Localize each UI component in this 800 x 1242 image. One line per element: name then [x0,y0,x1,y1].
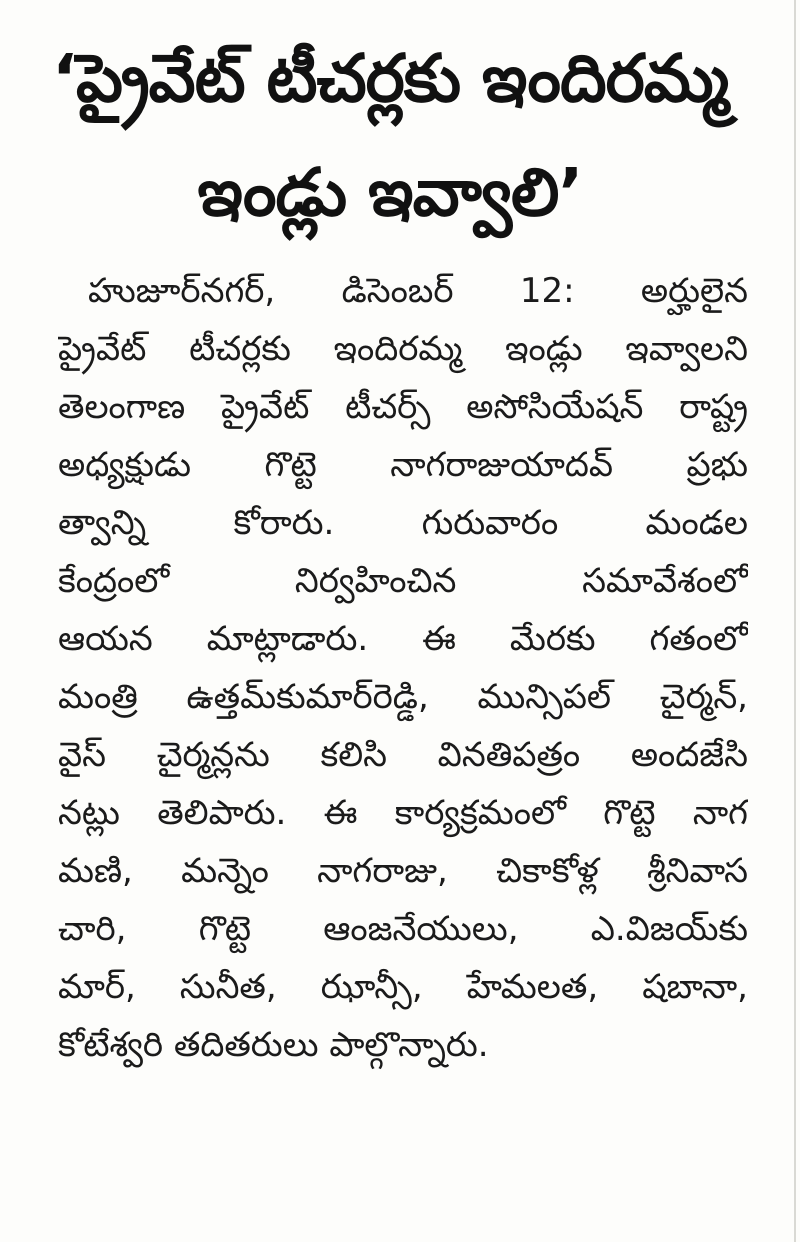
body-line-last: కోటేశ్వరి తదితరులు పాల్గొన్నారు. [58,1025,489,1065]
body-line: అధ్యక్షుడు గొట్టె నాగరాజుయాదవ్ ప్రభు [58,445,748,485]
body-line: చారి, గొట్టె ఆంజనేయులు, ఎ.విజయ్‌కు [58,909,748,949]
body-line: కేంద్రంలో నిర్వహించిన సమావేశంలో [58,561,748,601]
body-line: హుజూర్‌నగర్, డిసెంబర్ 12: అర్హులైన [88,271,748,311]
body-line: వైస్ చైర్మన్లను కలిసి వినతిపత్రం అందజేసి [58,735,748,775]
body-line: మంత్రి ఉత్తమ్‌కుమార్‌రెడ్డి, మున్సిపల్ చైర్మన్, [58,677,748,717]
column-divider [794,0,796,1242]
body-line: నట్లు తెలిపారు. ఈ కార్యక్రమంలో గొట్టె నాగ [58,793,748,833]
headline-line-1: ‘ప్రైవేట్ టీచర్లకు ఇందిరమ్మ [51,40,729,117]
body-line: మార్, సునీత, ఝాన్సీ, హేమలత, షబానా, [58,967,748,1007]
body-line: తెలంగాణ ప్రైవేట్ టీచర్స్ అసోసియేషన్ రాష్ట్ర [58,387,748,427]
body-line: త్వాన్ని కోరారు. గురువారం మండల [58,503,748,543]
headline-line-2: ఇండ్లు ఇవ్వాలి’ [197,154,583,231]
body-line: ఆయన మాట్లాడారు. ఈ మేరకు గతంలో [58,619,748,659]
article-body [58,262,748,1074]
body-line: మణి, మన్నెం నాగరాజు, చికాకోళ్ల శ్రీనివాస [58,851,748,891]
body-line: ప్రైవేట్ టీచర్లకు ఇందిరమ్మ ఇండ్లు ఇవ్వాలని [58,329,748,369]
